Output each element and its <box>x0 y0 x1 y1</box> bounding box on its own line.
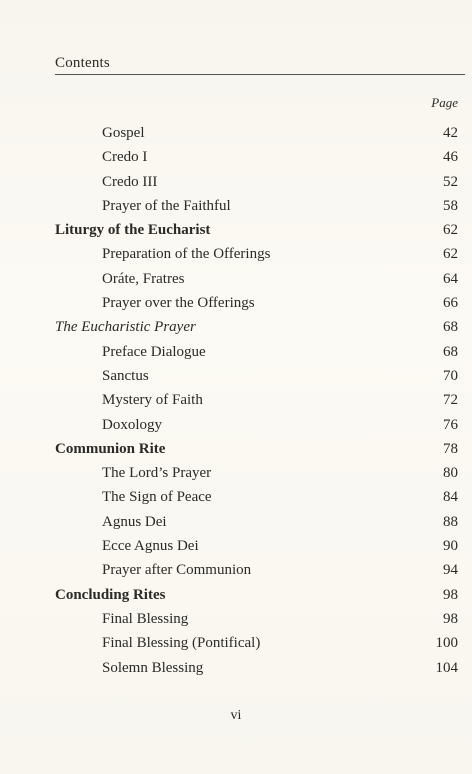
toc-entry <box>55 534 458 558</box>
toc-page-number: 70 <box>443 367 458 384</box>
toc-entry-title: Prayer over the Offerings <box>102 295 255 312</box>
toc-entry <box>55 170 458 194</box>
toc-entry-title: Prayer of the Faithful <box>102 197 231 214</box>
toc-page-number: 90 <box>443 538 458 555</box>
toc-entry <box>55 242 458 266</box>
toc-page-number: 58 <box>443 197 458 214</box>
toc-entry-title: Sanctus <box>102 367 149 384</box>
toc-page-number: 62 <box>443 246 458 263</box>
toc-entry-title: Final Blessing <box>102 610 189 627</box>
toc-entry-title: The Sign of Peace <box>102 489 212 506</box>
toc-page-number: 98 <box>443 586 458 603</box>
toc-page-number: 80 <box>443 465 458 482</box>
toc-page-number: 78 <box>443 440 458 457</box>
toc-entry <box>55 558 458 582</box>
toc-list <box>55 121 458 680</box>
page-column-label: Page <box>431 95 458 110</box>
toc-page-number: 76 <box>443 416 458 433</box>
header-rule <box>55 74 465 75</box>
toc-entry-title: The Lord’s Prayer <box>102 465 212 482</box>
toc-entry-title: Solemn Blessing <box>102 659 204 676</box>
toc-entry-title: Concluding Rites <box>55 586 166 603</box>
toc-page-number: 62 <box>443 222 458 239</box>
toc-page-number: 68 <box>443 343 458 360</box>
toc-page-number: 66 <box>443 295 458 312</box>
toc-entry-title: Preparation of the Offerings <box>102 246 271 263</box>
toc-entry <box>55 510 458 534</box>
toc-entry-title: Prayer after Communion <box>102 562 252 579</box>
toc-entry-title: Oráte, Fratres <box>102 270 185 287</box>
toc-entry <box>55 607 458 631</box>
toc-entry <box>55 267 458 291</box>
toc-entry <box>55 485 458 509</box>
toc-page-number: 72 <box>443 392 458 409</box>
toc-entry-title: Mystery of Faith <box>102 392 203 409</box>
toc-page-number: 100 <box>435 635 458 652</box>
toc-page-number: 68 <box>443 319 458 336</box>
table-of-contents <box>55 95 458 680</box>
toc-entry <box>55 121 458 145</box>
toc-entry-title: The Eucharistic Prayer <box>55 319 196 336</box>
toc-section-heading <box>55 437 458 461</box>
toc-entry-title: Doxology <box>102 416 162 433</box>
toc-section-heading <box>55 315 458 339</box>
toc-entry <box>55 340 458 364</box>
toc-entry <box>55 656 458 680</box>
toc-page-number: 42 <box>443 125 458 141</box>
toc-page-number: 52 <box>443 173 458 190</box>
toc-entry <box>55 461 458 485</box>
toc-page-number: 88 <box>443 513 458 530</box>
toc-page-number: 98 <box>443 610 458 627</box>
toc-entry <box>55 291 458 315</box>
toc-entry-title: Final Blessing (Pontifical) <box>102 635 261 652</box>
toc-entry-title: Liturgy of the Eucharist <box>55 222 211 239</box>
toc-page-number: 84 <box>443 489 458 506</box>
page-number: vi <box>230 708 242 723</box>
toc-section-heading <box>55 583 458 607</box>
toc-entry-title: Preface Dialogue <box>102 343 206 360</box>
toc-entry <box>55 145 458 169</box>
toc-entry-title: Gospel <box>102 125 145 141</box>
toc-page-number: 94 <box>443 562 458 579</box>
toc-entry-title: Credo I <box>102 149 148 166</box>
running-head: Contents <box>55 55 110 71</box>
toc-entry-title: Communion Rite <box>55 440 166 457</box>
toc-page-number: 46 <box>443 149 458 166</box>
toc-entry <box>55 388 458 412</box>
toc-entry-title: Ecce Agnus Dei <box>102 538 199 555</box>
toc-entry-title: Credo III <box>102 173 158 190</box>
toc-entry <box>55 364 458 388</box>
toc-page-number: 104 <box>435 659 458 676</box>
toc-section-heading <box>55 218 458 242</box>
toc-entry <box>55 194 458 218</box>
toc-entry <box>55 413 458 437</box>
toc-entry <box>55 631 458 655</box>
toc-entry-title: Agnus Dei <box>102 513 167 530</box>
toc-page-number: 64 <box>443 270 458 287</box>
